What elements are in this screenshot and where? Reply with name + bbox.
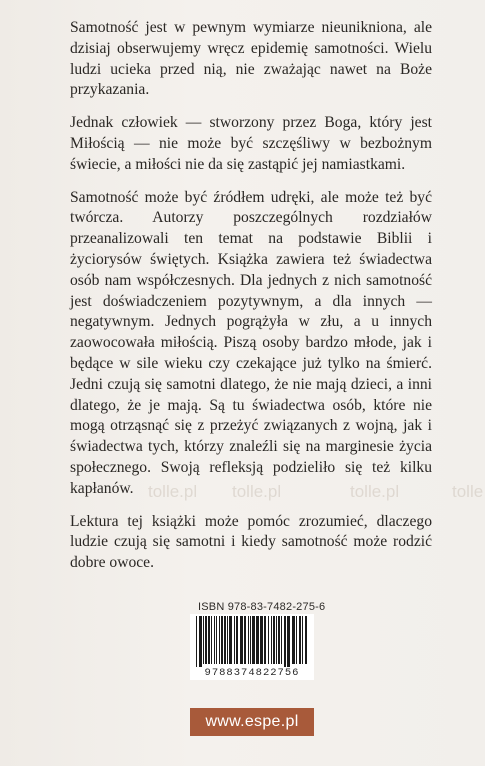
watermark-4: tolle [452,482,484,501]
paragraph-3: Samotność może być źródłem udręki, ale może też być twórcza. Autorzy poszczególnych rozdziałów przeanalizowali ten temat na podstawie Biblii i życiorysów świętych. Książka zawiera też świadectwa osób nam współczesnych. Dla jednych z nich samotność jest doświadczeniem pozytywnym, a dla innych — negatywnym. Jednych pogrążyła w złu, a u innych zaowocowała miłością. Piszą osoby bardzo młode, jak i będące w sile wieku czy czekające już tylko na śmierć. Jedni czują się samotni dlatego, że nie mają dzieci, a inni dlatego, że je mają. Są tu świadectwa osób, które nie mogą otrząsnąć się z przeżyć związanych z wojną, jak i świadectwa tych, którzy znaleźli się na marginesie życia społecznego. Swoją refleksją podzieliło się też kilku kapłanów. [70,188,432,497]
isbn-label: ISBN 978-83-7482-275-6 [198,601,326,613]
paragraph-4: Lektura tej książki może pomóc zrozumieć, dlaczego ludzie czują się samotni i kiedy samotność może rodzić dobre owoce. [70,512,432,572]
barcode-bar [299,616,301,664]
barcode-bar [268,616,269,664]
barcode-bar [281,616,282,664]
barcode-bar [196,616,197,668]
barcode-bar [302,616,303,664]
barcode-bar [203,616,204,664]
barcode-bar [240,616,243,664]
barcode-bar [214,616,215,664]
paragraph-2: Jednak człowiek — stworzony przez Boga, który jest Miłością — nie może być szczęśliwy w bezbożnym świecie, a miłości nie da się zastąpić jej namiastkami. [70,114,432,173]
barcode-bar [264,616,266,664]
watermark-2: tolle.pl [232,482,282,501]
barcode-bar [227,616,228,664]
barcode-bar [250,616,251,664]
barcode-bar [305,616,307,664]
barcode-bars [194,616,310,668]
barcode-bar [296,616,297,664]
barcode-bar [234,616,235,664]
barcode-bar [236,616,238,664]
barcode-bar [260,616,263,664]
barcode-bar [229,616,232,664]
barcode-bar [256,616,259,664]
barcode-bar [287,616,290,668]
barcode-bar [252,616,255,664]
barcode-bar [271,616,272,664]
barcode-bar [273,616,275,664]
barcode-bar [208,616,210,664]
barcode-bar [216,616,217,664]
website-label: www.espe.pl [190,708,314,736]
barcode-bar [284,616,286,668]
barcode-bar [278,616,280,664]
paragraph-1: Samotność jest w pewnym wymiarze nieunikniona, ale dzisiaj obserwujemy wręcz epidemię samotności. Wielu ludzi ucieka przed nią, nie zważając nawet na Boże przykazania. [70,19,432,99]
barcode-bar [224,616,226,664]
barcode-bar [244,616,246,664]
barcode-bar [248,616,249,664]
barcode-bar [211,616,212,664]
barcode-bar [276,616,277,664]
watermark-1: tolle.pl [148,482,198,501]
barcode-bar [292,616,295,664]
barcode-bar [221,616,223,664]
barcode-digits: 9788374822756 [190,667,314,679]
barcode-bar [199,616,202,668]
barcode-bar [219,616,220,664]
barcode-bar [205,616,207,664]
watermark-3: tolle.pl [350,482,400,501]
